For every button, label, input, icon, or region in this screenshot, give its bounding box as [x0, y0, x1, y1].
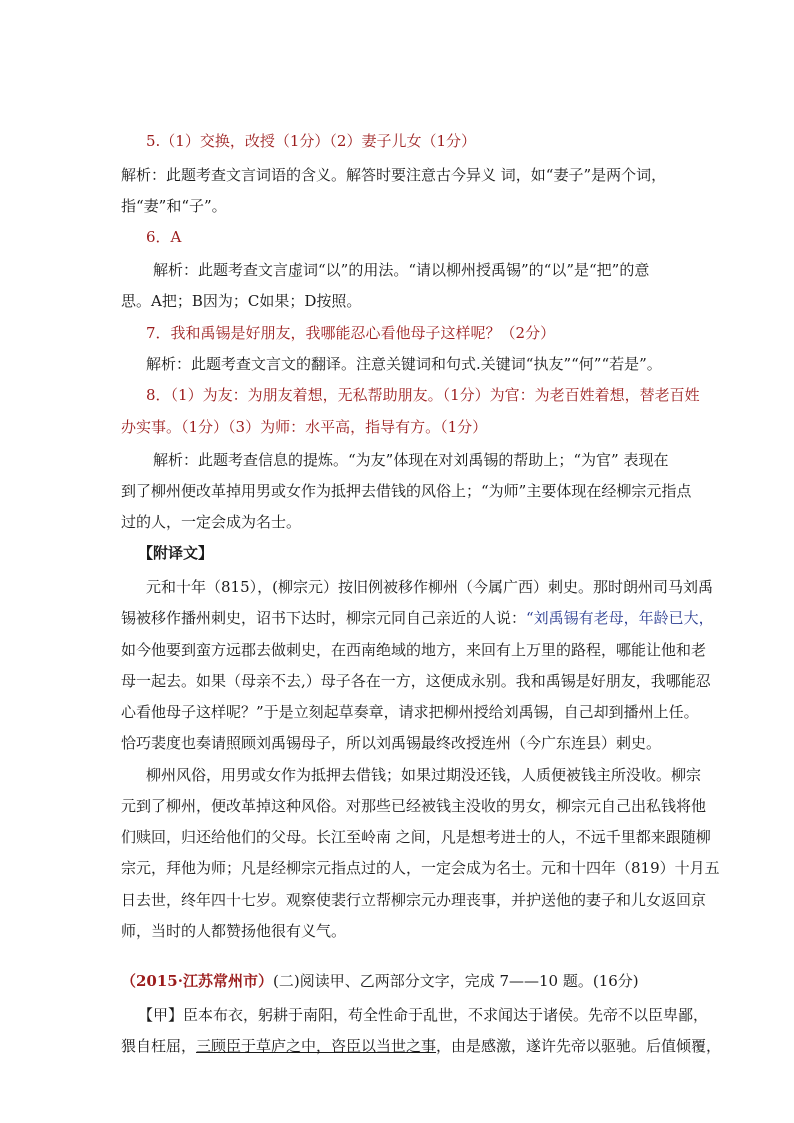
q8-analysis-line-3: 过的人，一定会成为名士。 [121, 513, 302, 531]
q6-answer: 6．A [146, 228, 182, 246]
q8-answer-line-1: 8．（1）为友：为朋友着想，无私帮助朋友。（1分）为官：为老百姓着想，替老百姓 [146, 386, 700, 404]
jia-line-2-part-a: 猥自枉屈， [121, 1037, 197, 1055]
translation-heading: 【附译文】 [138, 544, 214, 562]
jia-line-2 [121, 1036, 721, 1056]
translation-p1-line-6: 恰巧裴度也奏请照顾刘禹锡母子，所以刘禹锡最终改授连州（今广东连县）刺史。 [121, 734, 662, 752]
translation-p2-line-3: 们赎回，归还给他们的父母。长江至岭南 之间，凡是想考进士的人，不远千里都来跟随柳 [121, 828, 711, 846]
next-question-source: （2015·江苏常州市） [121, 972, 273, 990]
q5-answer: 5.（1）交换，改授（1分）（2）妻子儿女（1分） [146, 132, 476, 150]
translation-p1-line-2-quote: “刘禹锡有老母，年龄已大， [526, 609, 714, 627]
translation-p2-line-4: 宗元，拜他为师；凡是经柳宗元指点过的人，一定会成为名士。元和十四年（819）十月五 [121, 859, 720, 877]
q5-analysis-line-2: 指“妻”和“子”。 [121, 197, 227, 215]
jia-line-1: 【甲】臣本布衣，躬耕于南阳，苟全性命于乱世，不求闻达于诸侯。先帝不以臣卑鄙， [138, 1006, 709, 1024]
translation-p2-line-6: 师，当时的人都赞扬他很有义气。 [121, 922, 347, 940]
translation-p1-line-2 [121, 608, 714, 628]
next-question-prompt: (二)阅读甲、乙两部分文字，完成 7——10 题。(16分) [272, 972, 639, 990]
translation-p2-line-2: 元到了柳州，便改革掉这种风俗。对那些已经被钱主没收的男女，柳宗元自己出私钱将他 [121, 797, 707, 815]
q8-analysis-line-1: 解析：此题考查信息的提炼。“为友”体现在对刘禹锡的帮助上；“为官” 表现在 [153, 451, 669, 469]
translation-p1-line-1: 元和十年（815），(柳宗元）按旧例被移作柳州（今属广西）刺史。那时朗州司马刘禹 [146, 578, 713, 596]
translation-p1-line-4: 母一起去。如果（母亲不去,）母子各在一方，这便成永别。我和禹锡是好朋友，我哪能忍 [121, 672, 711, 690]
q8-analysis-line-2: 到了柳州便改革掉用男或女作为抵押去借钱的风俗上；“为师”主要体现在经柳宗元指点 [121, 482, 692, 500]
q6-analysis-line-1: 解析：此题考查文言虚词“以”的用法。“请以柳州授禹锡”的“以”是“把”的意 [153, 261, 650, 279]
jia-line-2-underlined: 三顾臣于草庐之中，咨臣以当世之事 [196, 1037, 437, 1055]
q7-answer: 7．我和禹锡是好朋友，我哪能忍心看他母子这样呢？（2分） [146, 324, 556, 342]
q5-analysis-line-1: 解析：此题考查文言词语的含义。解答时要注意古今异义 词，如“妻子”是两个词， [121, 166, 667, 184]
translation-p1-line-5: 心看他母子这样呢？”于是立刻起草奏章，请求把柳州授给刘禹锡，自己却到播州上任。 [121, 703, 699, 721]
q7-analysis-line-1: 解析：此题考查文言文的翻译。注意关键词和句式.关键词“执友”“何”“若是”。 [146, 355, 662, 373]
q6-analysis-line-2: 思。A把；B因为；C如果；D按照。 [121, 292, 362, 310]
jia-line-2-part-c: ，由是感激，遂许先帝以驱驰。后值倾覆， [436, 1037, 722, 1055]
translation-p2-line-1: 柳州风俗，用男或女作为抵押去借钱；如果过期没还钱，人质便被钱主所没收。柳宗 [146, 766, 702, 784]
translation-p1-line-2-text: 锡被移作播州刺史，诏书下达时，柳宗元同自己亲近的人说： [121, 609, 527, 627]
translation-p1-line-3: 如今他要到蛮方远郡去做刺史，在西南绝域的地方，来回有上万里的路程，哪能让他和老 [121, 641, 707, 659]
next-question-header [121, 971, 639, 991]
q8-answer-line-2: 办实事。（1分）（3）为师：水平高，指导有方。（1分） [121, 418, 488, 436]
translation-p2-line-5: 日去世，终年四十七岁。观察使裴行立帮柳宗元办理丧事，并护送他的妻子和儿女返回京 [121, 891, 707, 909]
